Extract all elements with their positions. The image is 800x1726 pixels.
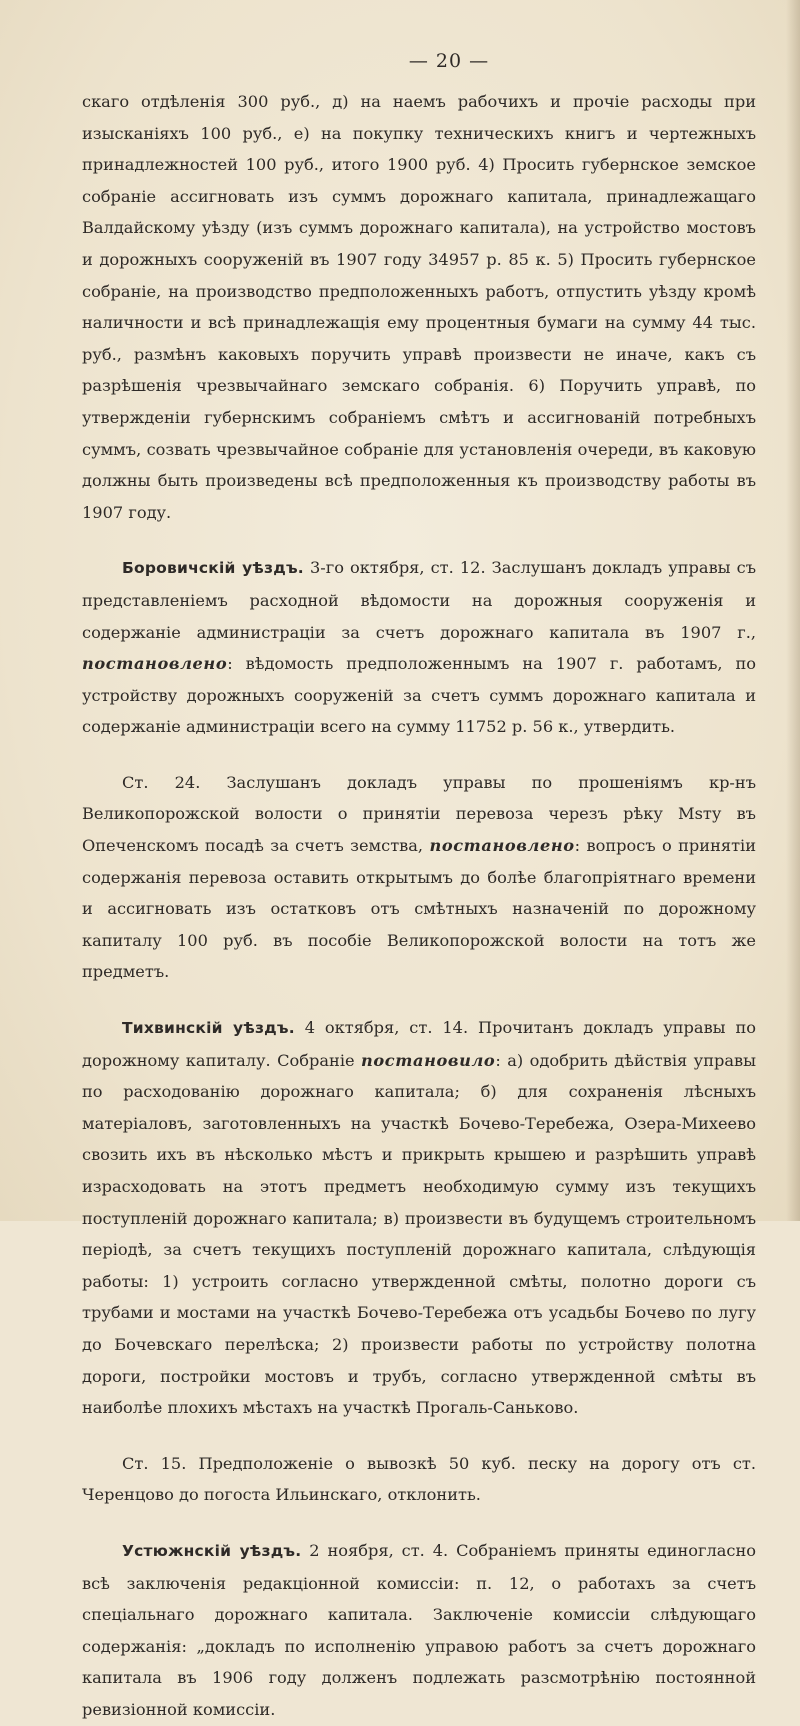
district-heading-tikhvin: Тихвинскій уѣздъ. <box>122 1019 295 1038</box>
page-number: — 20 — <box>408 50 490 72</box>
paragraph-text: : а) одобрить дѣйствія управы по расходованію дорожнаго капитала; б) для сохраненія лѣсныхъ матеріаловъ, заготовленныхъ на участкѣ Бочево-Теребежа, Озера-Михеево свозить ихъ въ нѣсколько мѣстъ и прикрыть крышею и разрѣшить управѣ израсходовать на этотъ предметъ необходимую сумму изъ текущихъ поступленій дорожнаго капитала; в) произвести въ будущемъ строительномъ періодѣ, за счетъ текущихъ поступленій дорожнаго капитала, слѣдующія работы: 1) устроить согласно утвержденной смѣты, полотно дороги съ трубами и мостами на участкѣ Бочево-Теребежа отъ усадьбы Бочево по лугу до Бочевскаго перелѣска; 2) произвести работы по устройству полотна дороги, постройки мостовъ и трубъ, согласно утвержденной смѣты въ наиболѣе плохихъ мѣстахъ на участкѣ Прогаль-Саньково. <box>82 1050 756 1418</box>
paragraph-ustyuzhna <box>82 1535 756 1726</box>
paragraph-borovichi-art24 <box>82 767 756 988</box>
paragraph-text: 3-го октября, ст. 12. Заслушанъ докладъ управы съ представленіемъ расходной вѣдомости на дорожныя сооруженія и содержаніе администраціи за счетъ дорожнаго капитала въ 1907 г., <box>82 558 757 642</box>
paragraph-tikhvin-art15 <box>82 1448 756 1511</box>
paragraph-tikhvin <box>82 1012 756 1424</box>
paragraph-text: : вѣдомость предположеннымъ на 1907 г. работамъ, по устройству дорожныхъ сооруженій за счетъ суммъ дорожнаго капитала и содержаніе администраціи всего на сумму 11752 р. 56 к., утвердить. <box>82 654 756 737</box>
paragraph-borovichi <box>82 552 756 743</box>
paragraph-text: Ст. 15. Предположеніе о вывозкѣ 50 куб. песку на дорогу отъ ст. Черенцово до погоста Ильинскаго, отклонить. <box>82 1453 756 1505</box>
paragraph-text: скаго отдѣленія 300 руб., д) на наемъ рабочихъ и прочіе расходы при изысканіяхъ 100 руб., е) на покупку техническихъ книгъ и чертежныхъ принадлежностей 100 руб., итого 1900 руб. 4) Просить губернское земское собраніе ассигновать изъ суммъ дорожнаго капитала, принадлежащаго Валдайскому уѣзду (изъ суммъ дорожнаго капитала), на устройство мостовъ и дорожныхъ сооруженій въ 1907 году 34957 р. 85 к. 5) Просить губернское собраніе, на производство предположенныхъ работъ, отпустить уѣзду кромѣ наличности и всѣ принадлежащія ему процентныя бумаги на сумму 44 тыс. руб., размѣнъ каковыхъ поручить управѣ произвести не иначе, какъ съ разрѣшенія чрезвычайнаго земскаго собранія. 6) Поручить управѣ, по утвержденіи губернскимъ собраніемъ смѣтъ и ассигнованій потребныхъ суммъ, созвать чрезвычайное собраніе для установленія очереди, въ каковую должны быть произведены всѣ предположенныя къ производству работы въ 1907 году. <box>82 92 756 522</box>
paragraph-text: Ст. 24. Заслушанъ докладъ управы по прошеніямъ кр-нъ Великопорожской волости о принятіи перевоза черезъ рѣку Msту въ Опеченскомъ посадѣ за счетъ земства, <box>82 772 756 856</box>
page-edge-shadow <box>786 0 800 1221</box>
paragraph-text: 2 ноября, ст. 4. Собраніемъ приняты единогласно всѣ заключенія редакціонной комиссіи: п. 12, о работахъ за счетъ спеціальнаго дорожнаго капитала. Заключеніе комиссіи слѣдующаго содержанія: „докладъ по исполненію управою работъ за счетъ дорожнаго капитала въ 1906 году долженъ подлежать разсмотрѣнію постоянной ревизіонной комиссіи. <box>82 1540 756 1719</box>
resolution-word: постановлено <box>429 836 575 856</box>
district-heading-ustyuzhna: Устюжнскій уѣздъ. <box>122 1541 302 1560</box>
resolution-word: постановлено <box>82 654 228 674</box>
district-heading-borovichi: Боровичскій уѣздъ. <box>122 559 304 578</box>
paragraph-text: : вопросъ о принятіи содержанія перевоза оставить открытымъ до болѣе благопріятнаго времени и ассигновать изъ остатковъ отъ смѣтныхъ назначеній по дорожному капиталу 100 руб. въ пособіе Великопорожской волости на тотъ же предметъ. <box>82 836 757 982</box>
paragraph-text: 4 октября, ст. 14. Прочитанъ докладъ управы по дорожному капиталу. Собраніе <box>82 1018 756 1070</box>
resolution-word: постановило <box>361 1050 496 1070</box>
paragraph-valdai-continuation <box>82 86 756 528</box>
